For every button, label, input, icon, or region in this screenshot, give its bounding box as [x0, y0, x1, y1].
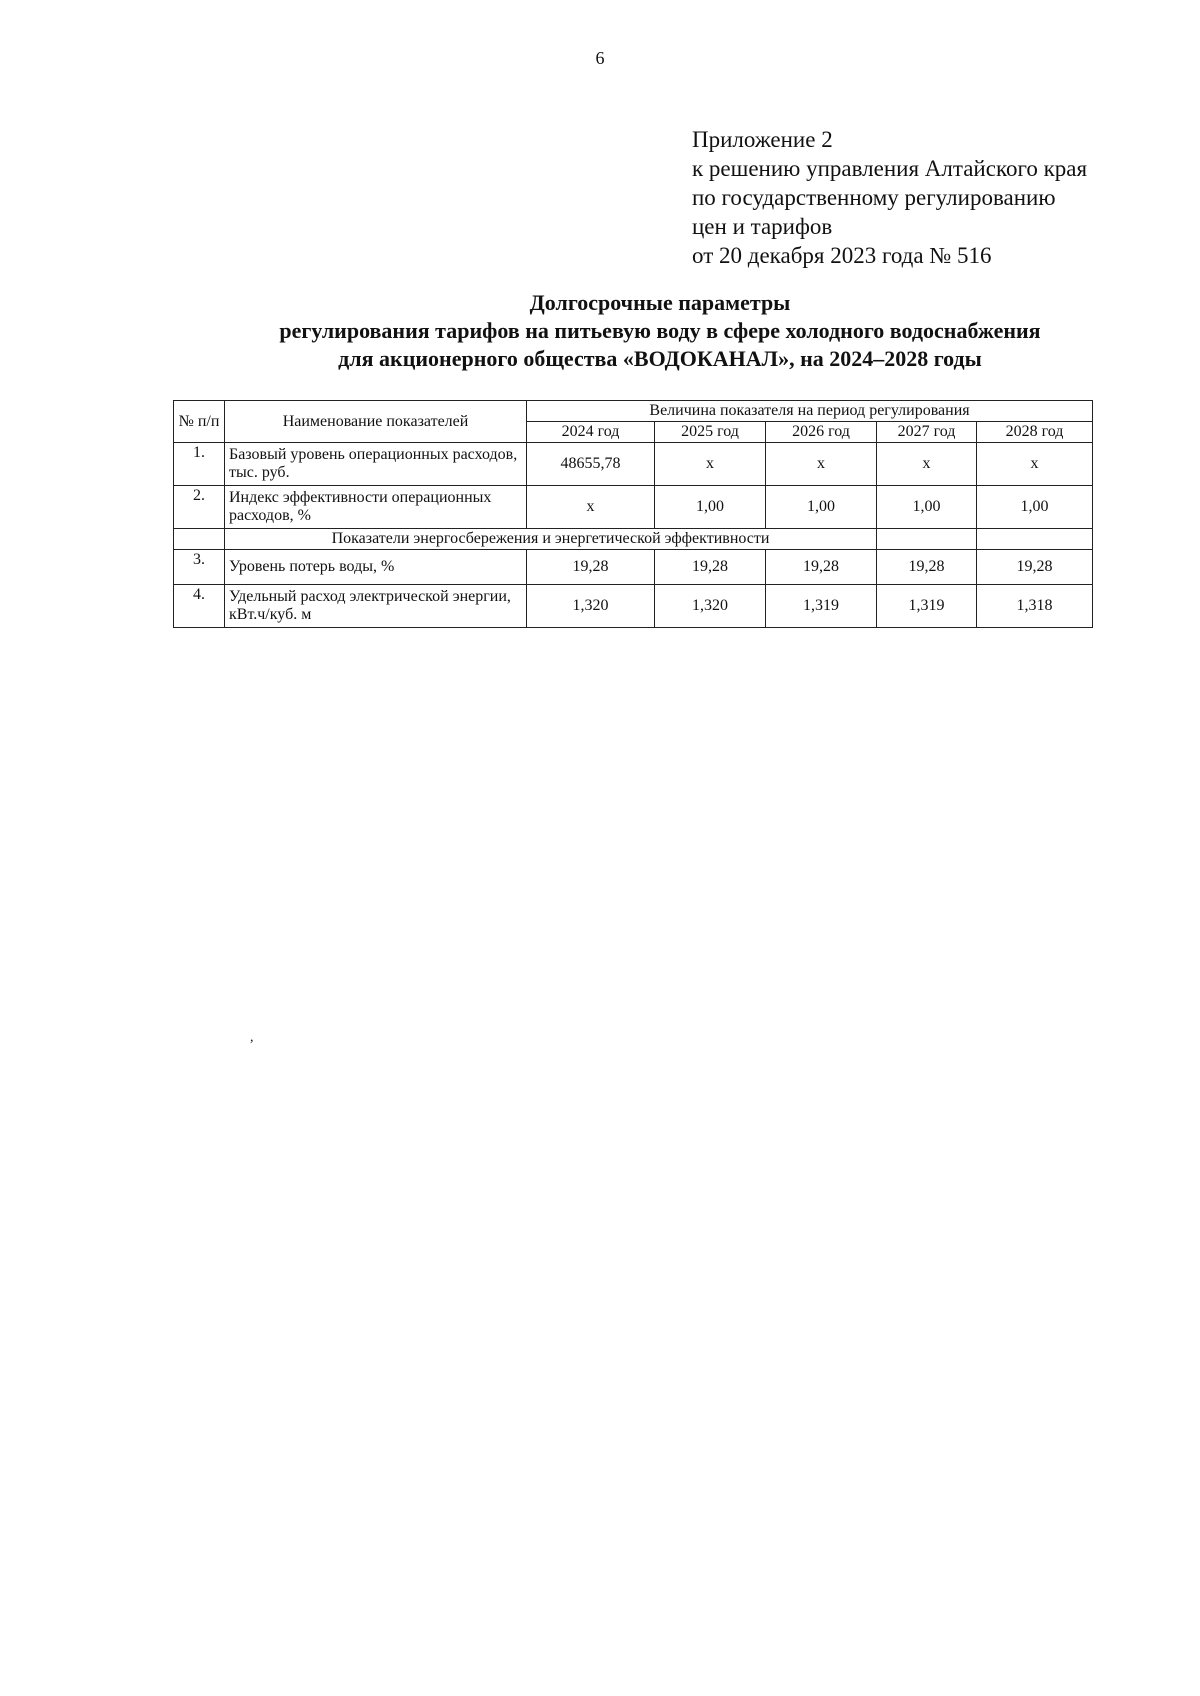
row-value: х: [766, 443, 877, 486]
appendix-line: к решению управления Алтайского края: [692, 156, 1088, 181]
header-year: 2027 год: [877, 422, 977, 443]
section-label: Показатели энергосбережения и энергетической эффективности: [225, 529, 877, 550]
table-row: [174, 550, 1093, 585]
row-value: 48655,78: [527, 443, 655, 486]
section-empty-cell: [877, 529, 977, 550]
appendix-line: от 20 декабря 2023 года № 516: [692, 243, 992, 268]
header-year: 2028 год: [977, 422, 1093, 443]
row-value: 1,00: [977, 486, 1093, 529]
row-value: 19,28: [877, 550, 977, 585]
row-value: х: [655, 443, 766, 486]
table-row: [174, 585, 1093, 628]
row-value: 19,28: [977, 550, 1093, 585]
row-value: 1,319: [877, 585, 977, 628]
row-value: 1,319: [766, 585, 877, 628]
header-year: 2026 год: [766, 422, 877, 443]
row-name: Уровень потерь воды, %: [225, 550, 527, 585]
document-title: [180, 289, 1140, 373]
table-row: [174, 486, 1093, 529]
row-value: 1,320: [655, 585, 766, 628]
appendix-line: по государственному регулированию: [692, 185, 1056, 210]
appendix-block: [692, 125, 1172, 270]
table-section-row: [174, 529, 1093, 550]
row-value: 1,00: [655, 486, 766, 529]
row-value: 1,318: [977, 585, 1093, 628]
row-name: Базовый уровень операционных расходов, тыс. руб.: [225, 443, 527, 486]
page-number: 6: [595, 48, 605, 68]
header-name: Наименование показателей: [225, 401, 527, 443]
header-year: 2024 год: [527, 422, 655, 443]
row-name: Удельный расход электрической энергии, кВт.ч/куб. м: [225, 585, 527, 628]
appendix-line: Приложение 2: [692, 127, 833, 152]
row-num: 2.: [174, 486, 225, 529]
row-num: 4.: [174, 585, 225, 628]
title-line: для акционерного общества «ВОДОКАНАЛ», на 2024–2028 годы: [338, 346, 982, 371]
table-row: [174, 443, 1093, 486]
appendix-line: цен и тарифов: [692, 214, 833, 239]
row-num: 3.: [174, 550, 225, 585]
title-line: Долгосрочные параметры: [529, 290, 791, 315]
row-value: 1,00: [877, 486, 977, 529]
header-period: Величина показателя на период регулирования: [527, 401, 1093, 422]
section-empty-cell: [977, 529, 1093, 550]
header-year: 2025 год: [655, 422, 766, 443]
row-value: 19,28: [766, 550, 877, 585]
row-value: 1,00: [766, 486, 877, 529]
row-value: 19,28: [655, 550, 766, 585]
header-num: № п/п: [174, 401, 225, 443]
row-value: 1,320: [527, 585, 655, 628]
title-line: регулирования тарифов на питьевую воду в сфере холодного водоснабжения: [279, 318, 1041, 343]
row-name: Индекс эффективности операционных расходов, %: [225, 486, 527, 529]
table-header-row: [174, 401, 1093, 422]
row-value: х: [877, 443, 977, 486]
row-value: х: [527, 486, 655, 529]
row-value: 19,28: [527, 550, 655, 585]
row-num: 1.: [174, 443, 225, 486]
row-value: х: [977, 443, 1093, 486]
parameters-table: [173, 400, 1093, 628]
stray-mark: ,: [250, 1030, 254, 1045]
section-empty-cell: [174, 529, 225, 550]
